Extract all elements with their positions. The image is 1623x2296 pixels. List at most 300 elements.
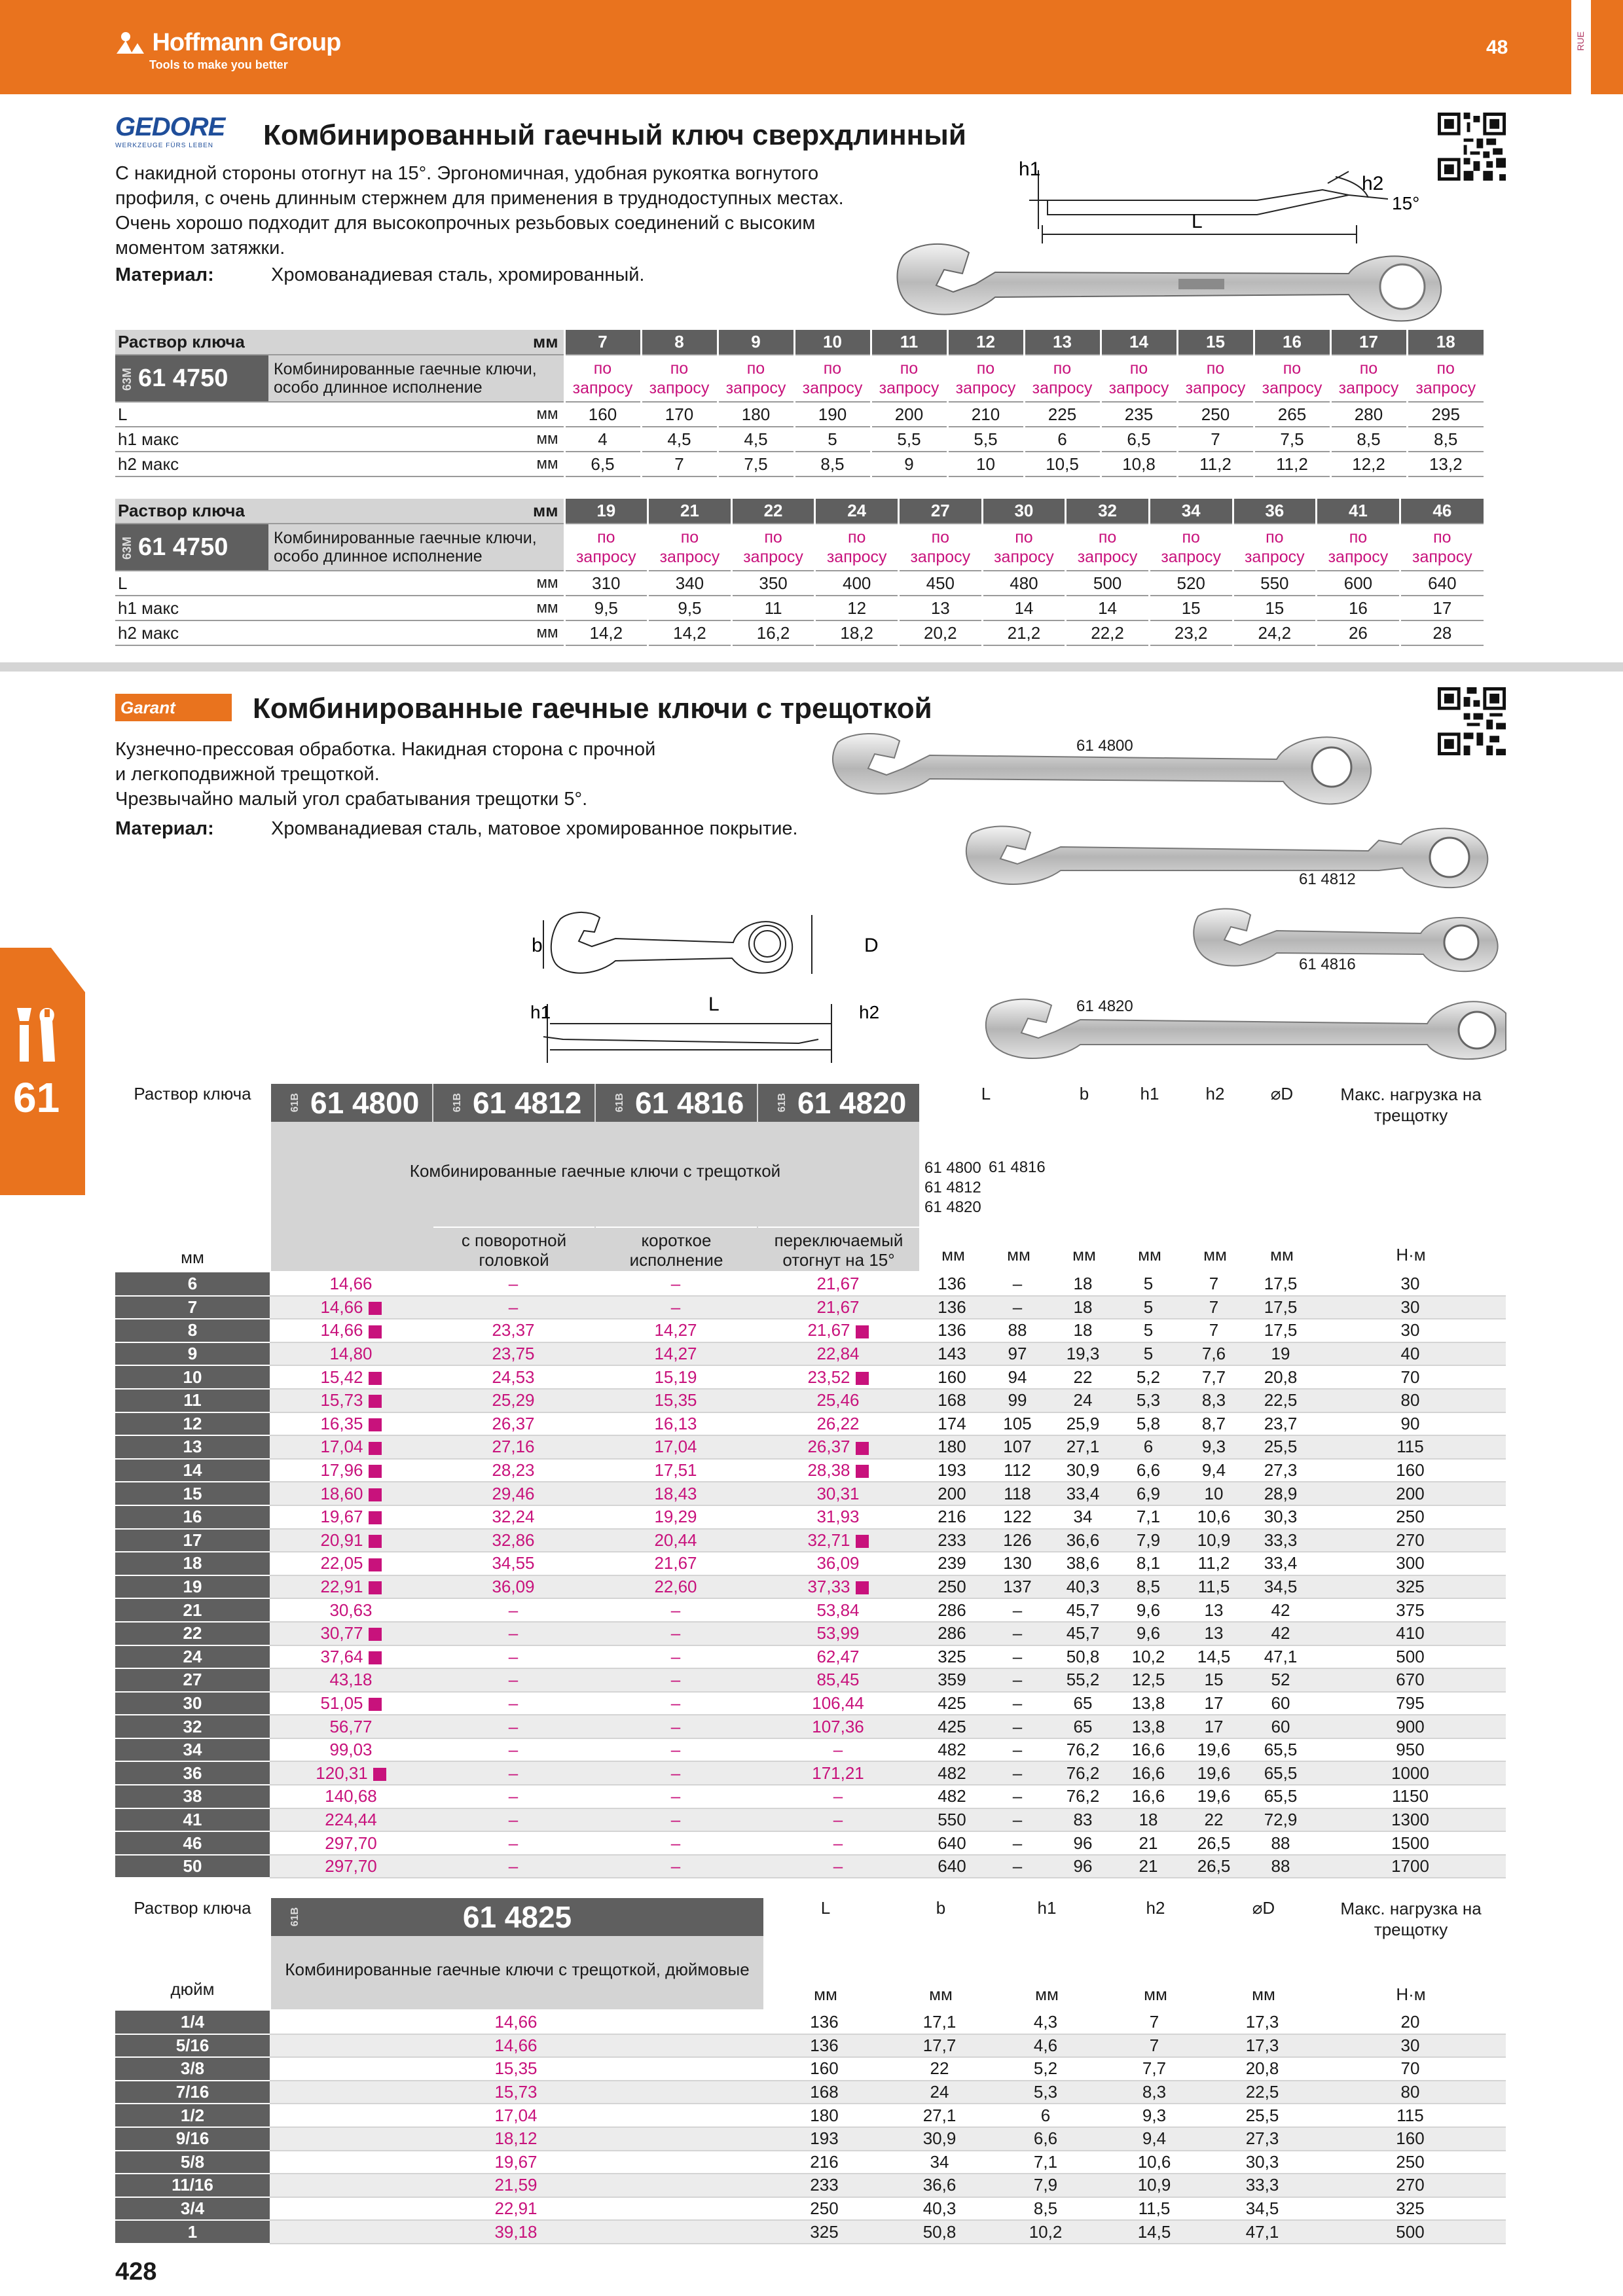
value-cell: 425 xyxy=(919,1715,985,1738)
value-cell: 60 xyxy=(1247,1715,1315,1738)
value-cell: 26,5 xyxy=(1181,1855,1247,1878)
value-cell: 19,6 xyxy=(1181,1785,1247,1808)
value-cell: 480 xyxy=(982,571,1066,596)
value-cell: 18 xyxy=(1116,1808,1181,1832)
value-cell: 17,3 xyxy=(1210,2034,1315,2058)
price-cell: 24,53 xyxy=(432,1365,594,1389)
value-cell: 500 xyxy=(1315,2220,1506,2244)
value-cell: 4 xyxy=(564,427,641,452)
value-cell: 5 xyxy=(1116,1319,1181,1342)
size-cell: 17 xyxy=(115,1529,270,1552)
value-cell: 11,2 xyxy=(1177,452,1254,476)
size-row-unit: мм xyxy=(268,499,564,524)
value-cell: 17 xyxy=(1400,596,1484,620)
value-cell: 11,2 xyxy=(1254,452,1330,476)
value-cell: – xyxy=(985,1692,1050,1715)
value-cell: 97 xyxy=(985,1342,1050,1366)
price-cell: 39,18 xyxy=(270,2220,762,2244)
price-cell: – xyxy=(594,1622,757,1645)
value-cell: – xyxy=(985,1598,1050,1622)
value-cell: 20,8 xyxy=(1210,2057,1315,2081)
value-cell: 6,5 xyxy=(564,452,641,476)
table-row xyxy=(115,2197,1506,2221)
price-cell: 22,84 xyxy=(757,1342,919,1366)
price-cell: – xyxy=(594,1785,757,1808)
value-cell: 136 xyxy=(762,2011,886,2034)
value-cell: 225 xyxy=(1024,402,1101,427)
price-cell: 21,67 xyxy=(757,1319,919,1342)
article-number-cell xyxy=(115,355,268,402)
unit-cell: мм xyxy=(1270,1245,1294,1265)
value-cell: 70 xyxy=(1315,1365,1506,1389)
value-cell: 8,7 xyxy=(1181,1412,1247,1436)
stock-marker-icon xyxy=(369,1511,382,1524)
stock-marker-icon xyxy=(373,1768,386,1781)
value-cell: 14,2 xyxy=(564,620,648,645)
value-cell: 21,2 xyxy=(982,620,1066,645)
price-cell: 36,09 xyxy=(432,1575,594,1599)
size-cell: 15 xyxy=(115,1482,270,1505)
value-cell: 250 xyxy=(1177,402,1254,427)
value-cell: 325 xyxy=(1315,1575,1506,1599)
price-cell: – xyxy=(594,1645,757,1669)
value-cell: 410 xyxy=(1315,1622,1506,1645)
value-cell: 170 xyxy=(641,402,718,427)
value-cell: 30,3 xyxy=(1210,2151,1315,2174)
value-cell: 143 xyxy=(919,1342,985,1366)
value-cell: 21 xyxy=(1116,1831,1181,1855)
value-cell: 5 xyxy=(1116,1296,1181,1319)
value-cell: 900 xyxy=(1315,1715,1506,1738)
value-cell: 5 xyxy=(1116,1272,1181,1296)
value-cell: 7,9 xyxy=(1116,1529,1181,1552)
value-cell: 14,5 xyxy=(1181,1645,1247,1669)
value-cell: 13 xyxy=(1181,1622,1247,1645)
hoffmann-logo-icon xyxy=(115,31,145,55)
size-cell: 21 xyxy=(115,1598,270,1622)
unit-cell: мм xyxy=(268,620,564,645)
price-cell: – xyxy=(432,1598,594,1622)
size-cell: 36 xyxy=(115,1761,270,1785)
value-cell: 136 xyxy=(919,1272,985,1296)
value-cell: 45,7 xyxy=(1050,1598,1116,1622)
value-cell: 17,1 xyxy=(886,2011,993,2034)
article-group: 63M xyxy=(120,367,134,391)
value-cell: 8,3 xyxy=(1181,1389,1247,1412)
value-cell: 193 xyxy=(919,1459,985,1482)
value-cell: 13,2 xyxy=(1407,452,1484,476)
value-cell: 24 xyxy=(886,2081,993,2104)
value-cell: 239 xyxy=(919,1552,985,1575)
value-cell: 193 xyxy=(762,2127,886,2151)
price-cell: 17,04 xyxy=(594,1435,757,1459)
row-label-L: L xyxy=(115,571,268,596)
value-cell: 12,5 xyxy=(1116,1668,1181,1692)
price-cell: 15,42 xyxy=(270,1365,432,1389)
value-cell: 520 xyxy=(1149,571,1233,596)
value-cell: 105 xyxy=(985,1412,1050,1436)
size-cell: 9 xyxy=(718,330,794,355)
callout-614816: 61 4816 xyxy=(1299,956,1356,973)
price-cell: 297,70 xyxy=(270,1855,432,1878)
table-row xyxy=(115,1296,1506,1319)
value-cell: 400 xyxy=(815,571,899,596)
value-cell: 4,5 xyxy=(641,427,718,452)
value-cell: 40,3 xyxy=(1050,1575,1116,1599)
value-cell: 30 xyxy=(1315,1319,1506,1342)
brand-name: Hoffmann Group xyxy=(152,29,341,56)
price-cell: 32,86 xyxy=(432,1529,594,1552)
size-cell: 22 xyxy=(115,1622,270,1645)
value-cell: 1150 xyxy=(1315,1785,1506,1808)
value-cell: 10 xyxy=(1181,1482,1247,1505)
price-cell: 15,73 xyxy=(270,2081,762,2104)
inch-unit-header: дюйм xyxy=(170,1979,215,1999)
price-cell: 171,21 xyxy=(757,1761,919,1785)
price-cell: 15,19 xyxy=(594,1365,757,1389)
value-cell: 7 xyxy=(1181,1296,1247,1319)
value-cell: 10,6 xyxy=(1181,1505,1247,1529)
value-cell: 47,1 xyxy=(1210,2220,1315,2244)
unit-cell: мм xyxy=(1035,1984,1059,2005)
value-cell: 10,6 xyxy=(1099,2151,1210,2174)
diagram-h2-label: h2 xyxy=(1362,173,1384,194)
on-request-cell: по запросу xyxy=(1330,355,1407,402)
value-cell: 359 xyxy=(919,1668,985,1692)
size-cell: 1 xyxy=(115,2220,270,2244)
value-cell: 174 xyxy=(919,1412,985,1436)
value-cell: 4,5 xyxy=(718,427,794,452)
price-cell: 20,44 xyxy=(594,1529,757,1552)
value-cell: 28,9 xyxy=(1247,1482,1315,1505)
size-row-label: Раствор ключа xyxy=(115,499,268,524)
size-cell: 27 xyxy=(899,499,983,524)
size-cell: 34 xyxy=(1149,499,1233,524)
price-cell: – xyxy=(432,1645,594,1669)
b-column-header: b xyxy=(1079,1084,1089,1103)
price-cell: 29,46 xyxy=(432,1482,594,1505)
value-cell: 310 xyxy=(564,571,648,596)
price-cell: 25,29 xyxy=(432,1389,594,1412)
article-number-cell xyxy=(115,524,268,571)
diameter-column-header: ⌀D xyxy=(1270,1084,1294,1103)
on-request-cell: по запросу xyxy=(564,524,648,571)
value-cell: 13,8 xyxy=(1116,1715,1181,1738)
price-cell: 22,91 xyxy=(270,2197,762,2221)
value-cell: 27,3 xyxy=(1210,2127,1315,2151)
size-cell: 41 xyxy=(1317,499,1400,524)
stock-marker-icon xyxy=(856,1325,869,1338)
value-cell: 34 xyxy=(886,2151,993,2174)
inch-article-description: Комбинированные гаечные ключи с трещоткой, дюймовые xyxy=(285,1960,750,1979)
value-cell: 30 xyxy=(1315,2034,1506,2058)
price-cell: 14,27 xyxy=(594,1342,757,1366)
price-cell: 26,37 xyxy=(757,1435,919,1459)
on-request-cell: по запросу xyxy=(1400,524,1484,571)
value-cell: 9,3 xyxy=(1181,1435,1247,1459)
value-cell: 18 xyxy=(1050,1296,1116,1319)
value-cell: 9 xyxy=(871,452,947,476)
value-cell: 5 xyxy=(1116,1342,1181,1366)
size-cell: 36 xyxy=(1233,499,1317,524)
value-cell: 9,3 xyxy=(1099,2104,1210,2127)
value-cell: 1000 xyxy=(1315,1761,1506,1785)
size-cell: 46 xyxy=(115,1831,270,1855)
price-cell: – xyxy=(432,1855,594,1878)
value-cell: 21 xyxy=(1116,1855,1181,1878)
value-cell: 7 xyxy=(1181,1272,1247,1296)
value-cell: 7 xyxy=(1177,427,1254,452)
on-request-cell: по запросу xyxy=(564,355,641,402)
drawing-b-label: b xyxy=(532,935,543,956)
material-value: Хромованадиевая сталь, хромированный. xyxy=(271,264,645,285)
diagram-h1-label: h1 xyxy=(1019,158,1041,180)
value-cell: 20,8 xyxy=(1247,1365,1315,1389)
chapter-tab xyxy=(0,948,85,1195)
value-cell: 30,3 xyxy=(1247,1505,1315,1529)
garant-brand: Garant xyxy=(120,698,175,717)
value-cell: 9,4 xyxy=(1099,2127,1210,2151)
value-cell: 9,6 xyxy=(1116,1622,1181,1645)
value-cell: 250 xyxy=(1315,2151,1506,2174)
value-cell: 17,7 xyxy=(886,2034,993,2058)
unit-cell: Н·м xyxy=(1396,1984,1426,2005)
price-cell: 14,66 xyxy=(270,1272,432,1296)
value-cell: 94 xyxy=(985,1365,1050,1389)
value-cell: 96 xyxy=(1050,1855,1116,1878)
size-cell: 15 xyxy=(1177,330,1254,355)
inch-ratchet-table xyxy=(115,2011,1506,2244)
value-cell: 160 xyxy=(1315,1459,1506,1482)
value-cell: 26 xyxy=(1317,620,1400,645)
value-cell: 30,9 xyxy=(1050,1459,1116,1482)
article-common-description: Комбинированные гаечные ключи с трещоткой xyxy=(409,1161,781,1181)
unit-cell: мм xyxy=(1007,1245,1030,1265)
price-cell: 140,68 xyxy=(270,1785,432,1808)
price-cell: 14,27 xyxy=(594,1319,757,1342)
price-cell: 62,47 xyxy=(757,1645,919,1669)
value-cell: 11,2 xyxy=(1181,1552,1247,1575)
row-label-L: L xyxy=(115,402,268,427)
ratchet-dimension-drawing xyxy=(524,906,890,1076)
value-cell: 112 xyxy=(985,1459,1050,1482)
long-wrench-illustration xyxy=(890,157,1467,327)
value-cell: 14 xyxy=(982,596,1066,620)
price-cell: 30,31 xyxy=(757,1482,919,1505)
unit-cell: мм xyxy=(268,596,564,620)
subhead-short: короткое исполнение xyxy=(596,1227,757,1270)
stock-marker-icon xyxy=(369,1395,382,1408)
value-cell: 18 xyxy=(1050,1319,1116,1342)
L-subhead-1: 61 4800 61 4812 61 4820 xyxy=(924,1159,981,1216)
value-cell: 5,2 xyxy=(993,2057,1099,2081)
price-cell: 18,12 xyxy=(270,2127,762,2151)
size-cell: 38 xyxy=(115,1785,270,1808)
on-request-cell: по запросу xyxy=(648,524,732,571)
value-cell: 15 xyxy=(1149,596,1233,620)
value-cell: 5,3 xyxy=(1116,1389,1181,1412)
callout-614820: 61 4820 xyxy=(1076,997,1133,1015)
price-cell: 14,66 xyxy=(270,1319,432,1342)
value-cell: 7 xyxy=(1099,2034,1210,2058)
price-cell: 14,66 xyxy=(270,2011,762,2034)
value-cell: 8,5 xyxy=(1330,427,1407,452)
table-row xyxy=(115,2220,1506,2244)
price-cell: 17,96 xyxy=(270,1459,432,1482)
page-number-bottom: 428 xyxy=(115,2258,157,2286)
size-column-header: Раствор ключа xyxy=(134,1084,251,1103)
value-cell: 4,3 xyxy=(993,2011,1099,2034)
value-cell: 6,6 xyxy=(1116,1459,1181,1482)
size-cell: 9 xyxy=(115,1342,270,1366)
value-cell: – xyxy=(985,1715,1050,1738)
value-cell: 20,2 xyxy=(899,620,983,645)
value-cell: 52 xyxy=(1247,1668,1315,1692)
table-row xyxy=(115,1482,1506,1505)
value-cell: 40 xyxy=(1315,1342,1506,1366)
price-cell: – xyxy=(432,1692,594,1715)
value-cell: 286 xyxy=(919,1622,985,1645)
article-614816-header: 61B 61 4816 xyxy=(596,1084,757,1122)
gedore-table-a xyxy=(115,330,1484,477)
price-cell: 56,77 xyxy=(270,1715,432,1738)
price-cell: 17,04 xyxy=(270,2104,762,2127)
article-number: 61 4750 xyxy=(138,364,228,392)
value-cell: 7 xyxy=(1099,2011,1210,2034)
table-row xyxy=(115,1529,1506,1552)
price-cell: 15,35 xyxy=(270,2057,762,2081)
section-divider xyxy=(0,662,1623,672)
price-cell: 22,05 xyxy=(270,1552,432,1575)
size-cell: 11 xyxy=(115,1389,270,1412)
value-cell: 107 xyxy=(985,1435,1050,1459)
unit-cell: мм xyxy=(268,452,564,476)
ratchet-table xyxy=(115,1272,1506,1878)
value-cell: 90 xyxy=(1315,1412,1506,1436)
stock-marker-icon xyxy=(369,1418,382,1431)
price-cell: 32,24 xyxy=(432,1505,594,1529)
size-cell: 50 xyxy=(115,1855,270,1878)
h2-column-header: h2 xyxy=(1205,1084,1225,1103)
size-cell: 17 xyxy=(1330,330,1407,355)
value-cell: 12,2 xyxy=(1330,452,1407,476)
gedore-table-b xyxy=(115,499,1484,646)
value-cell: 425 xyxy=(919,1692,985,1715)
value-cell: 65,5 xyxy=(1247,1785,1315,1808)
size-cell: 46 xyxy=(1400,499,1484,524)
on-request-cell: по запросу xyxy=(982,524,1066,571)
size-cell: 10 xyxy=(794,330,871,355)
stock-marker-icon xyxy=(856,1372,869,1385)
price-cell: 21,67 xyxy=(594,1552,757,1575)
value-cell: 270 xyxy=(1315,1529,1506,1552)
stock-marker-icon xyxy=(369,1628,382,1641)
price-cell: 23,52 xyxy=(757,1365,919,1389)
value-cell: 83 xyxy=(1050,1808,1116,1832)
wrench-category-icon xyxy=(14,1005,67,1064)
size-cell: 7 xyxy=(115,1296,270,1319)
size-cell: 3/8 xyxy=(115,2057,270,2081)
value-cell: 8,5 xyxy=(794,452,871,476)
size-cell: 1/2 xyxy=(115,2104,270,2127)
value-cell: 9,5 xyxy=(648,596,732,620)
hoffmann-logo xyxy=(115,29,340,72)
stock-marker-icon xyxy=(856,1442,869,1455)
value-cell: 8,3 xyxy=(1099,2081,1210,2104)
value-cell: 8,1 xyxy=(1116,1552,1181,1575)
price-cell: 15,35 xyxy=(594,1389,757,1412)
value-cell: 27,3 xyxy=(1247,1459,1315,1482)
price-cell: – xyxy=(757,1831,919,1855)
unit-cell: мм xyxy=(1144,1984,1167,2005)
price-cell: 23,37 xyxy=(432,1319,594,1342)
price-cell: – xyxy=(594,1272,757,1296)
value-cell: 10,9 xyxy=(1099,2174,1210,2197)
value-cell: – xyxy=(985,1296,1050,1319)
value-cell: 76,2 xyxy=(1050,1761,1116,1785)
value-cell: 22,2 xyxy=(1066,620,1150,645)
size-cell: 11/16 xyxy=(115,2174,270,2197)
value-cell: 55,2 xyxy=(1050,1668,1116,1692)
price-cell: 106,44 xyxy=(757,1692,919,1715)
garant-logo xyxy=(115,694,232,721)
value-cell: 45,7 xyxy=(1050,1622,1116,1645)
value-cell: 6 xyxy=(993,2104,1099,2127)
section2-material xyxy=(115,818,798,840)
table-row xyxy=(115,2151,1506,2174)
size-cell: 18 xyxy=(1407,330,1484,355)
language-code: RUE xyxy=(1575,31,1586,51)
unit-cell: мм xyxy=(1072,1245,1096,1265)
on-request-cell: по запросу xyxy=(1066,524,1150,571)
stock-marker-icon xyxy=(369,1465,382,1478)
table-row xyxy=(115,1459,1506,1482)
value-cell: 13,8 xyxy=(1116,1692,1181,1715)
value-cell: 16 xyxy=(1317,596,1400,620)
price-cell: 43,18 xyxy=(270,1668,432,1692)
price-cell: 21,67 xyxy=(757,1296,919,1319)
price-cell: 16,13 xyxy=(594,1412,757,1436)
value-cell: 18 xyxy=(1050,1272,1116,1296)
value-cell: 180 xyxy=(762,2104,886,2127)
description-line: Чрезвычайно малый угол срабатывания трещотки 5°. xyxy=(115,789,588,810)
value-cell: 7,6 xyxy=(1181,1342,1247,1366)
value-cell: 65,5 xyxy=(1247,1761,1315,1785)
value-cell: 6,5 xyxy=(1101,427,1177,452)
brand-tagline: Tools to make you better xyxy=(149,58,288,71)
price-cell: 297,70 xyxy=(270,1831,432,1855)
value-cell: 1700 xyxy=(1315,1855,1506,1878)
value-cell: 670 xyxy=(1315,1668,1506,1692)
value-cell: 5,5 xyxy=(947,427,1024,452)
value-cell: 18,2 xyxy=(815,620,899,645)
unit-cell: мм xyxy=(814,1984,837,2005)
value-cell: 19,3 xyxy=(1050,1342,1116,1366)
value-cell: 34,5 xyxy=(1210,2197,1315,2221)
stock-marker-icon xyxy=(369,1651,382,1664)
value-cell: 5,8 xyxy=(1116,1412,1181,1436)
on-request-cell: по запросу xyxy=(1024,355,1101,402)
value-cell: 136 xyxy=(919,1296,985,1319)
value-cell: 65 xyxy=(1050,1715,1116,1738)
price-cell: – xyxy=(757,1808,919,1832)
price-cell: – xyxy=(432,1761,594,1785)
callout-614800: 61 4800 xyxy=(1076,737,1133,755)
max-load-column-header: Макс. нагрузка на трещотку xyxy=(1340,1085,1482,1125)
value-cell: 9,4 xyxy=(1181,1459,1247,1482)
drawing-L-label: L xyxy=(708,994,720,1015)
on-request-cell: по запросу xyxy=(947,355,1024,402)
